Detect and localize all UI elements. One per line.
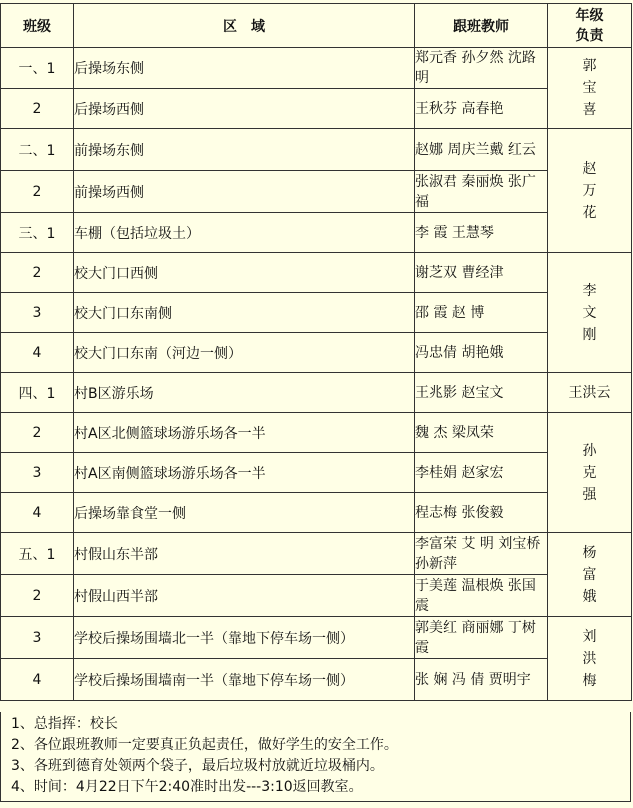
teachers-cell: 谢芝双 曹经津: [415, 253, 548, 293]
table-row: [1, 493, 632, 533]
class-cell: 3: [1, 453, 74, 493]
table-row: [1, 171, 632, 213]
teachers-cell: 于美莲 温根焕 张国震: [415, 575, 548, 617]
teachers-cell: 李 霞 王慧琴: [415, 213, 548, 253]
area-cell: 学校后操场围墙南一半（靠地下停车场一侧）: [74, 659, 415, 701]
header-class: 班级: [1, 4, 74, 48]
area-cell: 学校后操场围墙北一半（靠地下停车场一侧）: [74, 617, 415, 659]
teachers-cell: 冯忠倩 胡艳娥: [415, 333, 548, 373]
table-row: [1, 253, 632, 293]
class-cell: 4: [1, 333, 74, 373]
table-row: [1, 575, 632, 617]
teachers-cell: 李富荣 艾 明 刘宝桥 孙新萍: [415, 533, 548, 575]
grade-lead-cell: 刘洪梅: [548, 617, 632, 701]
class-cell: 2: [1, 171, 74, 213]
area-cell: 前操场东侧: [74, 129, 415, 171]
class-cell: 3: [1, 617, 74, 659]
table-row: [1, 413, 632, 453]
note-line: 1、总指挥：校长: [11, 716, 118, 732]
table-row: [1, 333, 632, 373]
teachers-cell: 张 娴 冯 倩 贾明宇: [415, 659, 548, 701]
table-row: [1, 659, 632, 701]
grade-lead-cell: 孙克强: [548, 413, 632, 533]
class-cell: 二、1: [1, 129, 74, 171]
grade-lead-cell: 王洪云: [548, 373, 632, 413]
area-cell: 村B区游乐场: [74, 373, 415, 413]
table-row: [1, 373, 632, 413]
class-cell: 2: [1, 413, 74, 453]
class-cell: 五、1: [1, 533, 74, 575]
teachers-cell: 邵 霞 赵 博: [415, 293, 548, 333]
area-cell: 村假山西半部: [74, 575, 415, 617]
area-cell: 后操场东侧: [74, 48, 415, 89]
teachers-cell: 赵娜 周庆兰戴 红云: [415, 129, 548, 171]
grade-lead-cell: 赵万花: [548, 129, 632, 253]
notes-section: [0, 712, 631, 802]
note-line: 2、各位跟班教师一定要真正负起责任，做好学生的安全工作。: [11, 737, 398, 753]
table-row: [1, 129, 632, 171]
table-row: [1, 293, 632, 333]
table-row: [1, 533, 632, 575]
area-cell: 后操场靠食堂一侧: [74, 493, 415, 533]
note-line: 4、时间：4月22日下午2:40准时出发---3:10返回教室。: [11, 779, 363, 795]
header-area: 区 域: [74, 4, 415, 48]
table-row: [1, 89, 632, 129]
table-row: [1, 48, 632, 89]
area-cell: 村A区南侧篮球场游乐场各一半: [74, 453, 415, 493]
area-cell: 后操场西侧: [74, 89, 415, 129]
table-row: [1, 213, 632, 253]
class-cell: 2: [1, 89, 74, 129]
class-cell: 2: [1, 253, 74, 293]
area-cell: 校大门口东南侧: [74, 293, 415, 333]
header-row: [1, 4, 632, 48]
table-row: [1, 453, 632, 493]
teachers-cell: 王秋芬 高春艳: [415, 89, 548, 129]
header-lead: 年级负责: [548, 4, 632, 48]
grade-lead-cell: 李文刚: [548, 253, 632, 373]
grade-lead-cell: 郭宝喜: [548, 48, 632, 129]
area-cell: 前操场西侧: [74, 171, 415, 213]
area-cell: 校大门口东南（河边一侧）: [74, 333, 415, 373]
grade-lead-cell: 杨富娥: [548, 533, 632, 617]
area-cell: 校大门口西侧: [74, 253, 415, 293]
area-cell: 车棚（包括垃圾土）: [74, 213, 415, 253]
teachers-cell: 魏 杰 梁凤荣: [415, 413, 548, 453]
area-cell: 村A区北侧篮球场游乐场各一半: [74, 413, 415, 453]
header-teachers: 跟班教师: [415, 4, 548, 48]
table-row: [1, 617, 632, 659]
teachers-cell: 王兆影 赵宝文: [415, 373, 548, 413]
teachers-cell: 程志梅 张俊毅: [415, 493, 548, 533]
area-cell: 村假山东半部: [74, 533, 415, 575]
class-cell: 三、1: [1, 213, 74, 253]
teachers-cell: 郑元香 孙夕然 沈路明: [415, 48, 548, 89]
cleaning-duty-table: [0, 3, 632, 701]
teachers-cell: 郭美红 商丽娜 丁树霞: [415, 617, 548, 659]
teachers-cell: 张淑君 秦丽焕 张广福: [415, 171, 548, 213]
class-cell: 一、1: [1, 48, 74, 89]
class-cell: 4: [1, 659, 74, 701]
class-cell: 四、1: [1, 373, 74, 413]
class-cell: 3: [1, 293, 74, 333]
note-line: 3、各班到德育处领两个袋子，最后垃圾村放就近垃圾桶内。: [11, 758, 384, 774]
class-cell: 4: [1, 493, 74, 533]
teachers-cell: 李桂娟 赵家宏: [415, 453, 548, 493]
class-cell: 2: [1, 575, 74, 617]
